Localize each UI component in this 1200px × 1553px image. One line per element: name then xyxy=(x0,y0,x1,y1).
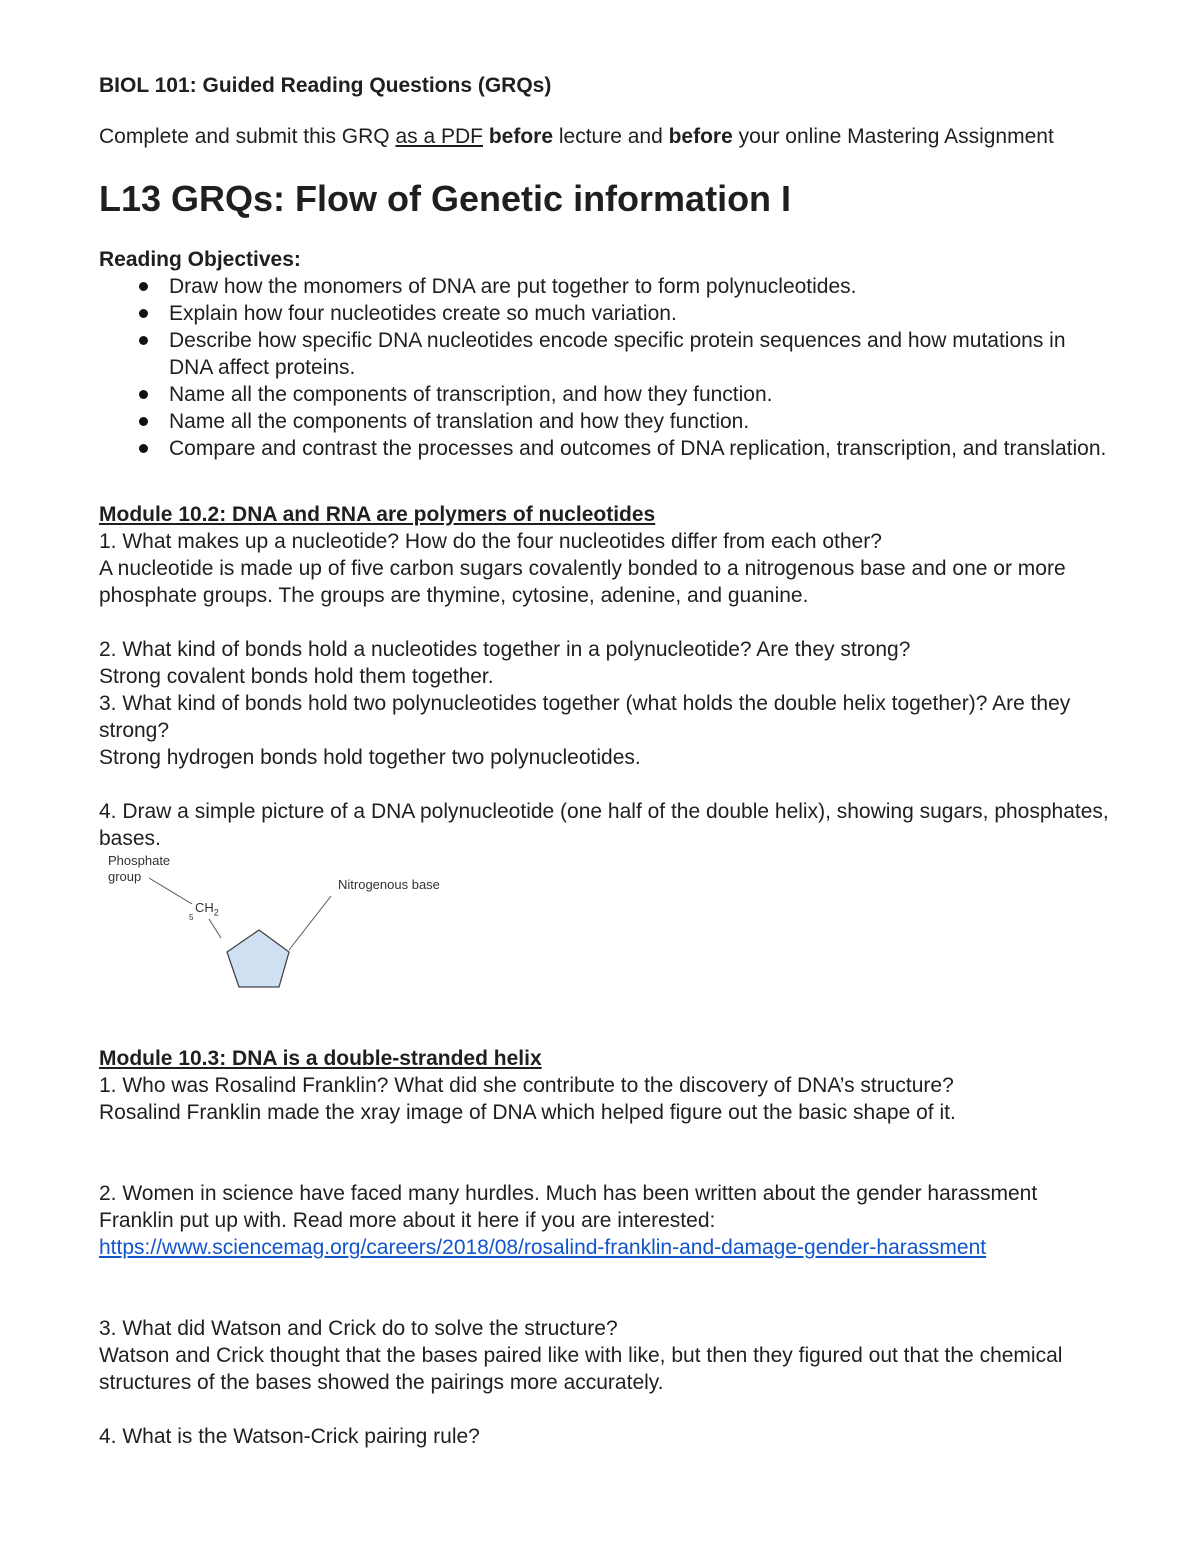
module-10-3-heading: Module 10.3: DNA is a double-stranded helix xyxy=(99,1047,542,1070)
intro-bold-2: before xyxy=(668,125,733,148)
base-bond-line xyxy=(289,896,331,950)
bullet-icon xyxy=(139,444,148,453)
objective-text: Compare and contrast the processes and outcomes of DNA replication, transcription, and translation. xyxy=(169,437,1107,460)
question-1: 1. What makes up a nucleotide? How do the four nucleotides differ from each other? xyxy=(99,530,882,553)
intro-text-3: lecture and xyxy=(553,125,669,148)
question-4: 4. What is the Watson-Crick pairing rule? xyxy=(99,1425,480,1448)
question-3: 3. What did Watson and Crick do to solve the structure? xyxy=(99,1317,618,1340)
objective-item xyxy=(99,435,1109,462)
answer-1: A nucleotide is made up of five carbon sugars covalently bonded to a nitrogenous base and one or more phosphate groups. The groups are thymine, cytosine, adenine, and guanine. xyxy=(99,557,1066,607)
question-2: 2. Women in science have faced many hurdles. Much has been written about the gender harassment Franklin put up with. Read more about it here if you are interested: xyxy=(99,1182,1038,1232)
intro-bold-1: before xyxy=(488,125,554,148)
question-4: 4. Draw a simple picture of a DNA polynucleotide (one half of the double helix), showing sugars, phosphates, bases. xyxy=(99,800,1109,850)
objective-text: Draw how the monomers of DNA are put together to form polynucleotides. xyxy=(169,275,857,298)
objective-item xyxy=(99,327,1109,381)
carbon-number: 5 xyxy=(189,913,194,922)
bullet-icon xyxy=(139,282,148,291)
phosphate-label: Phosphate group xyxy=(108,853,171,884)
bullet-icon xyxy=(139,390,148,399)
page-title: L13 GRQs: Flow of Genetic information I xyxy=(99,178,792,219)
objective-item xyxy=(99,300,1109,327)
document-page xyxy=(99,72,1109,1450)
intro-underlined: as a PDF xyxy=(395,125,483,148)
objective-text: Explain how four nucleotides create so much variation. xyxy=(169,302,677,325)
question-2: 2. What kind of bonds hold a nucleotides together in a polynucleotide? Are they strong? xyxy=(99,638,911,661)
nucleotide-diagram xyxy=(99,850,499,1000)
module-10-2-heading: Module 10.2: DNA and RNA are polymers of nucleotides xyxy=(99,503,656,526)
answer-3: Strong hydrogen bonds hold together two polynucleotides. xyxy=(99,746,641,769)
intro-text-4: your online Mastering Assignment xyxy=(732,125,1054,148)
intro-instructions xyxy=(99,123,1109,150)
bullet-icon xyxy=(139,336,148,345)
answer-2: Strong covalent bonds hold them together. xyxy=(99,665,494,688)
article-link[interactable]: https://www.sciencemag.org/careers/2018/08/rosalind-franklin-and-damage-gender-harassment xyxy=(99,1236,987,1259)
bullet-icon xyxy=(139,309,148,318)
question-1: 1. Who was Rosalind Franklin? What did she contribute to the discovery of DNA’s structure? xyxy=(99,1074,954,1097)
question-3: 3. What kind of bonds hold two polynucleotides together (what holds the double helix together)? Are they strong? xyxy=(99,692,1071,742)
course-title: BIOL 101: Guided Reading Questions (GRQs) xyxy=(99,74,552,97)
answer-1: Rosalind Franklin made the xray image of DNA which helped figure out the basic shape of it. xyxy=(99,1101,956,1124)
bullet-icon xyxy=(139,417,148,426)
objectives-list xyxy=(99,273,1109,462)
intro-text-1: Complete and submit this GRQ xyxy=(99,125,396,148)
objective-text: Name all the components of transcription, and how they function. xyxy=(169,383,773,406)
objective-text: Describe how specific DNA nucleotides encode specific protein sequences and how mutations in DNA affect proteins. xyxy=(169,329,1066,379)
sugar-bond-line xyxy=(209,919,221,938)
sugar-pentagon xyxy=(227,930,289,987)
objective-item xyxy=(99,273,1109,300)
objective-item xyxy=(99,408,1109,435)
objective-text: Name all the components of translation and how they function. xyxy=(169,410,750,433)
objectives-label: Reading Objectives: xyxy=(99,248,301,271)
answer-3: Watson and Crick thought that the bases paired like with like, but then they figured out that the chemical structures of the bases showed the pairings more accurately. xyxy=(99,1344,1063,1394)
ch2-label: $CH_2$ xyxy=(195,900,219,918)
nitrogenous-base-label: Nitrogenous base xyxy=(338,877,440,892)
objective-item xyxy=(99,381,1109,408)
